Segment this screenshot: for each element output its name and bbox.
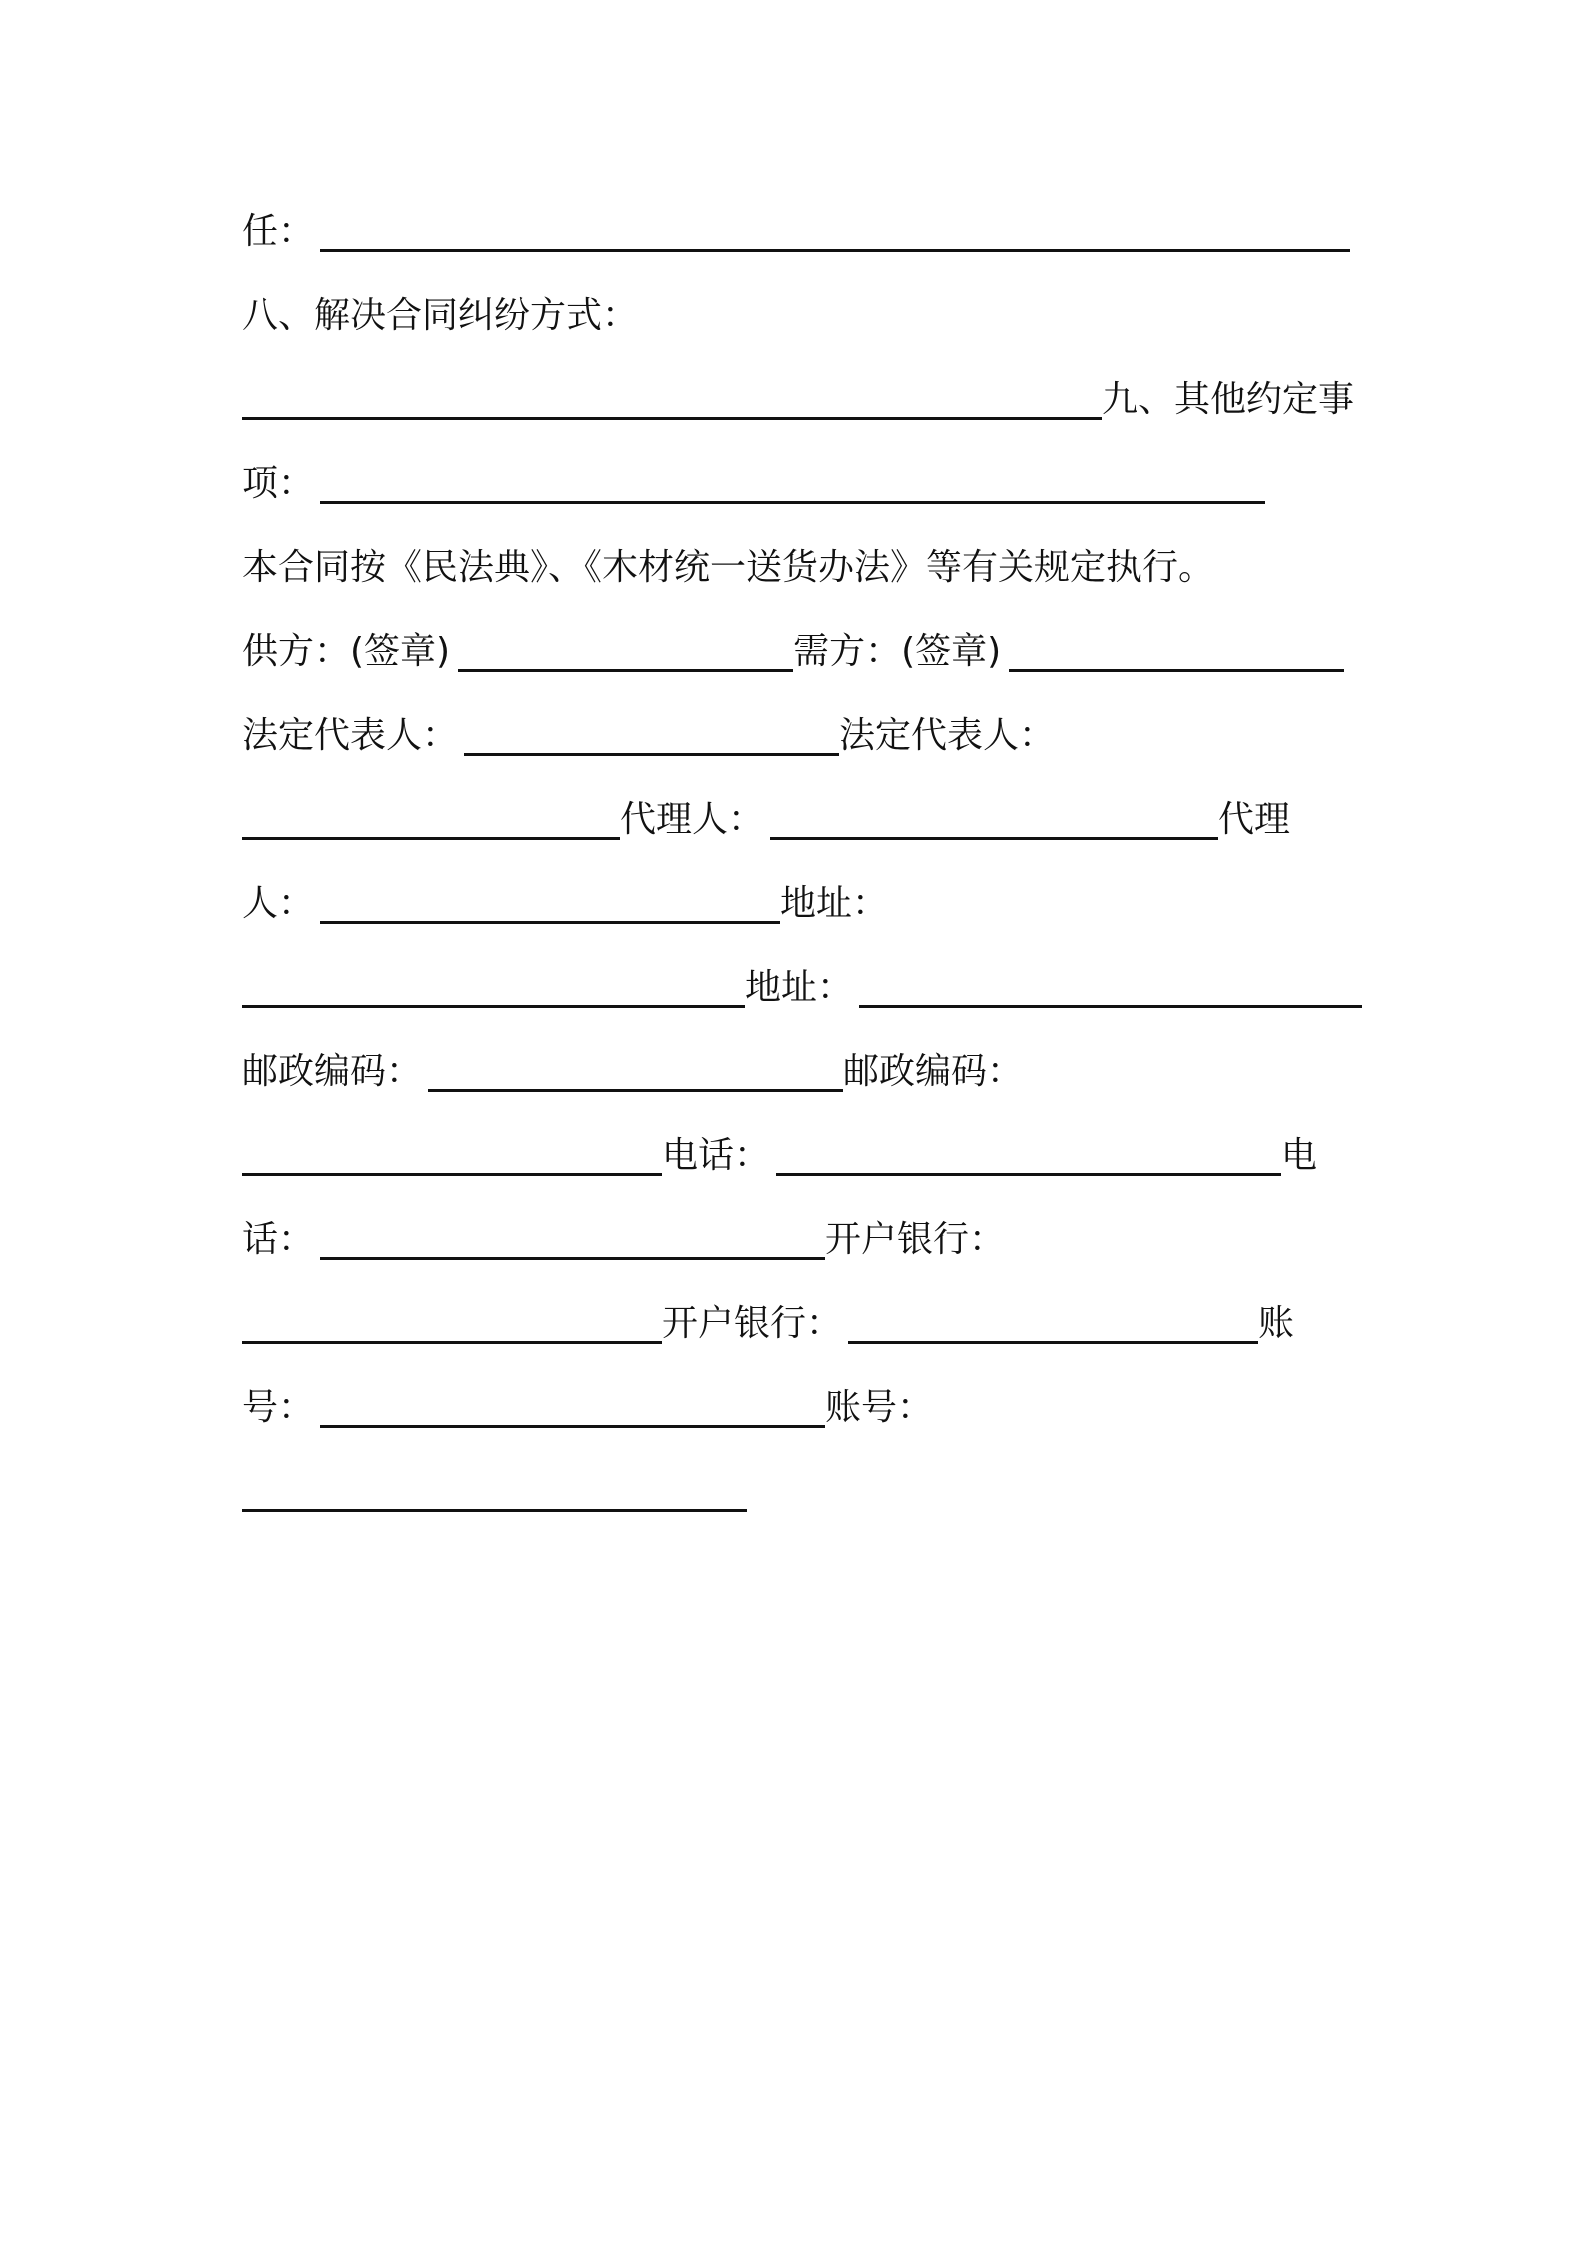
buyer-agent-label-start: 代理 <box>1218 799 1291 840</box>
liability-line <box>242 200 1362 260</box>
phone-bank-line <box>242 1208 1362 1268</box>
buyer-bank-blank[interactable] <box>848 1301 1258 1344</box>
dispute-heading: 八、解决合同纠纷方式： <box>242 295 639 336</box>
buyer-phone-label-start: 电 <box>1281 1135 1318 1176</box>
buyer-account-blank[interactable] <box>242 1469 747 1512</box>
supplier-address-label: 地址： <box>780 883 889 924</box>
supplier-bank-blank[interactable] <box>242 1301 662 1344</box>
supplier-account-label-end: 号： <box>242 1387 315 1428</box>
buyer-address-label: 地址： <box>744 967 853 1008</box>
supplier-address-blank[interactable] <box>242 965 745 1008</box>
buyer-legal-rep-blank[interactable] <box>242 797 620 840</box>
agent-line <box>242 788 1362 848</box>
supplier-seal-blank[interactable] <box>458 629 793 672</box>
buyer-seal-label: 需方：(签章) <box>793 631 1002 672</box>
other-terms-continued-line <box>242 452 1362 512</box>
buyer-bank-label: 开户银行： <box>662 1303 843 1344</box>
supplier-seal-label: 供方：(签章) <box>242 631 451 672</box>
other-terms-blank[interactable] <box>320 461 1265 504</box>
seal-line <box>242 620 1362 680</box>
buyer-account-label: 账号： <box>825 1387 934 1428</box>
supplier-phone-blank[interactable] <box>776 1133 1281 1176</box>
supplier-legal-rep-label: 法定代表人： <box>242 715 459 756</box>
buyer-phone-label-end: 话： <box>242 1219 315 1260</box>
supplier-account-label-start: 账 <box>1258 1303 1295 1344</box>
other-terms-line <box>242 368 1362 428</box>
buyer-seal-blank[interactable] <box>1009 629 1344 672</box>
law-statement: 本合同按《民法典》、《木材统一送货办法》等有关规定执行。 <box>242 547 1215 588</box>
account-line <box>242 1376 1362 1436</box>
agent-address-line <box>242 872 1362 932</box>
account-blank-line <box>242 1460 1362 1520</box>
postcode-line <box>242 1040 1362 1100</box>
dispute-blank[interactable] <box>242 377 1102 420</box>
address-line <box>242 956 1362 1016</box>
law-line <box>242 536 1362 596</box>
buyer-agent-label-end: 人： <box>242 883 315 924</box>
dispute-line <box>242 284 1362 344</box>
supplier-phone-label: 电话： <box>662 1135 771 1176</box>
other-terms-label: 项： <box>242 463 315 504</box>
bank-line <box>242 1292 1362 1352</box>
buyer-address-blank[interactable] <box>859 965 1362 1008</box>
liability-blank[interactable] <box>320 209 1350 252</box>
supplier-account-blank[interactable] <box>320 1385 825 1428</box>
buyer-postcode-blank[interactable] <box>242 1133 662 1176</box>
supplier-postcode-label: 邮政编码： <box>242 1051 423 1092</box>
buyer-legal-rep-label: 法定代表人： <box>839 715 1056 756</box>
phone-line <box>242 1124 1362 1184</box>
supplier-agent-blank[interactable] <box>770 797 1218 840</box>
supplier-legal-rep-blank[interactable] <box>464 713 839 756</box>
buyer-postcode-label: 邮政编码： <box>843 1051 1024 1092</box>
other-terms-heading: 九、其他约定事 <box>1102 379 1355 420</box>
buyer-agent-blank[interactable] <box>320 881 780 924</box>
legal-rep-line <box>242 704 1362 764</box>
buyer-phone-blank[interactable] <box>320 1217 825 1260</box>
supplier-postcode-blank[interactable] <box>428 1049 843 1092</box>
liability-label: 任： <box>242 211 315 252</box>
supplier-bank-label: 开户银行： <box>825 1219 1006 1260</box>
supplier-agent-label: 代理人： <box>620 799 765 840</box>
